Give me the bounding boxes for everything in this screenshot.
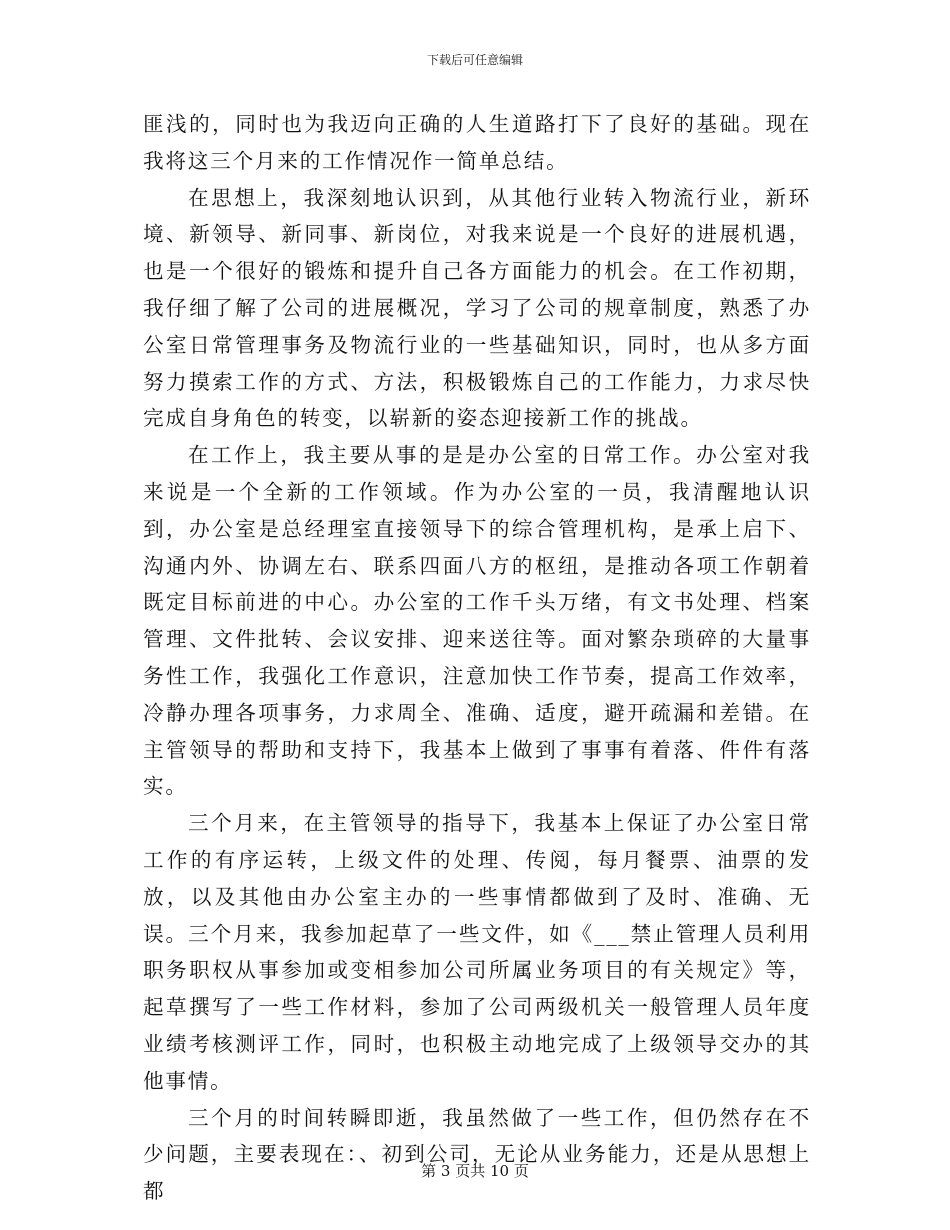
paragraph-continuation: 匪浅的，同时也为我迈向正确的人生道路打下了良好的基础。现在我将这三个月来的工作情况作一简单总结。 [143,112,811,173]
paragraph-thoughts: 在思想上，我深刻地认识到，从其他行业转入物流行业，新环境、新领导、新同事、新岗位，对我来说是一个良好的进展机遇，也是一个很好的锻炼和提升自己各方面能力的机会。在工作初期，我仔细了解了公司的进展概况，学习了公司的规章制度，熟悉了办公室日常管理事务及物流行业的一些基础知识，同时，也从多方面努力摸索工作的方式、方法，积极锻炼自己的工作能力，力求尽快完成自身角色的转变，以崭新的姿态迎接新工作的挑战。 [143,185,811,431]
page-number-footer: 第 3 页共 10 页 [421,1162,529,1180]
document-body [143,106,811,1210]
paragraph-problems: 三个月的时间转瞬即逝，我虽然做了一些工作，但仍然存在不少问题，主要表现在：、初到公司，无论从业务能力，还是从思想上都 [143,1105,811,1204]
paragraph-work: 在工作上，我主要从事的是是办公室的日常工作。办公室对我来说是一个全新的工作领域。作为办公室的一员，我清醒地认识到，办公室是总经理室直接领导下的综合管理机构，是承上启下、沟通内外、协调左右、联系四面八方的枢纽，是推动各项工作朝着既定目标前进的中心。办公室的工作千头万绪，有文书处理、档案管理、文件批转、会议安排、迎来送往等。面对繁杂琐碎的大量事务性工作，我强化工作意识，注意加快工作节奏，提高工作效率，冷静办理各项事务，力求周全、准确、适度，避开疏漏和差错。在主管领导的帮助和支持下，我基本上做到了事事有着落、件件有落实。 [143,443,811,799]
paragraph-achievements: 三个月来，在主管领导的指导下，我基本上保证了办公室日常工作的有序运转，上级文件的处理、传阅，每月餐票、油票的发放，以及其他由办公室主办的一些事情都做到了及时、准确、无误。三个月来，我参加起草了一些文件，如《___禁止管理人员利用职务职权从事参加或变相参加公司所属业务项目的有关规定》等，起草撰写了一些工作材料，参加了公司两级机关一般管理人员年度业绩考核测评工作，同时，也积极主动地完成了上级领导交办的其他事情。 [143,811,811,1093]
page-header: 下载后可任意编辑 [426,53,523,67]
